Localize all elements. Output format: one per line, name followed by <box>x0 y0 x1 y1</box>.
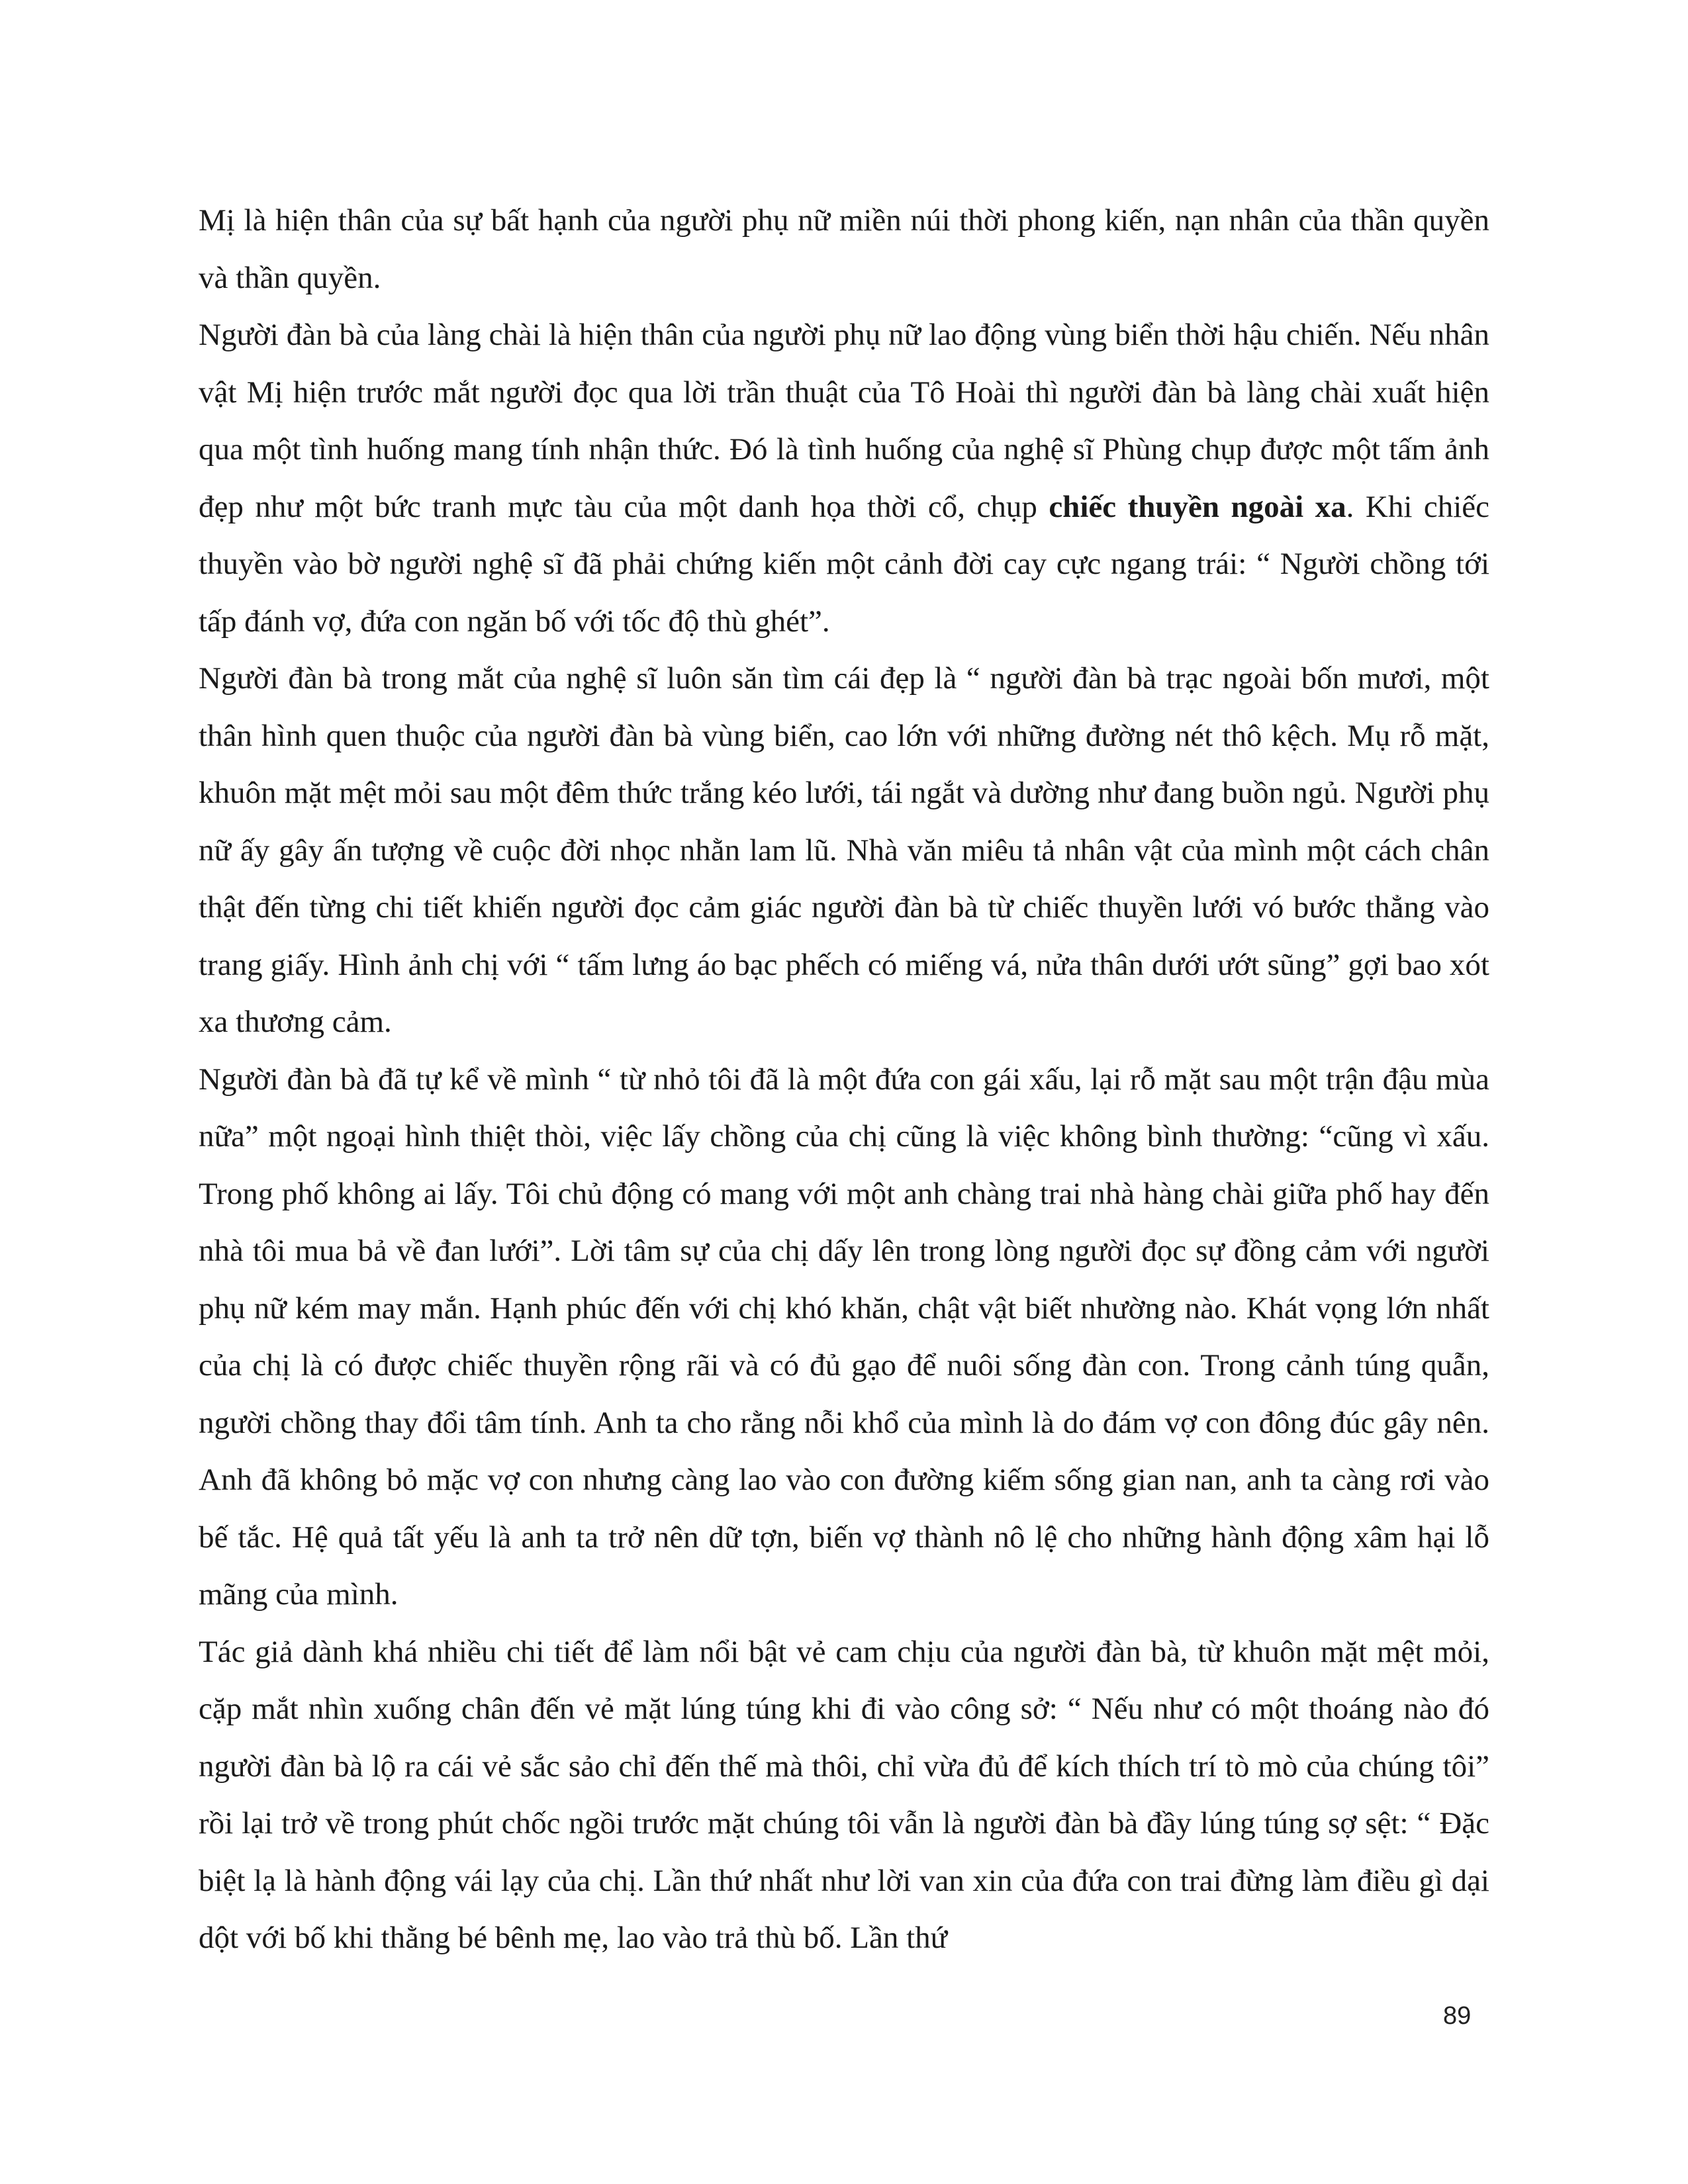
paragraph-1 <box>199 192 1489 306</box>
paragraph-text: . Khi chiếc thuyền vào bờ người nghệ sĩ đã phải chứng kiến một cảnh đời cay cực ngang trái: “ Người chồng tới tấp đánh vợ, đứa con ngăn bố với tốc độ thù ghét”. <box>199 489 1489 639</box>
paragraph-3 <box>199 650 1489 1051</box>
paragraph-text: Tác giả dành khá nhiều chi tiết để làm nổi bật vẻ cam chịu của người đàn bà, từ khuôn mặt mệt mỏi, cặp mắt nhìn xuống chân đến vẻ mặt lúng túng khi đi vào công sở: “ Nếu như có một thoáng nào đó người đàn bà lộ ra cái vẻ sắc sảo chỉ đến thế mà thôi, chỉ vừa đủ để kích thích trí tò mò của chúng tôi” rồi lại trở về trong phút chốc ngồi trước mặt chúng tôi vẫn là người đàn bà đầy lúng túng sợ sệt: “ Đặc biệt lạ là hành động vái lạy của chị. Lần thứ nhất như lời van xin của đứa con trai đừng làm điều gì dại dột với bố khi thằng bé bênh mẹ, lao vào trả thù bố. Lần thứ <box>199 1634 1489 1955</box>
paragraph-4 <box>199 1051 1489 1623</box>
paragraph-text: Người đàn bà đã tự kể về mình “ từ nhỏ tôi đã là một đứa con gái xấu, lại rỗ mặt sau một trận đậu mùa nữa” một ngoại hình thiệt thòi, việc lấy chồng của chị cũng là việc không bình thường: “cũng vì xấu. Trong phố không ai lấy. Tôi chủ động có mang với một anh chàng trai nhà hàng chài giữa phố hay đến nhà tôi mua bả về đan lưới”. Lời tâm sự của chị dấy lên trong lòng người đọc sự đồng cảm với người phụ nữ kém may mắn. Hạnh phúc đến với chị khó khăn, chật vật biết nhường nào. Khát vọng lớn nhất của chị là có được chiếc thuyền rộng rãi và có đủ gạo để nuôi sống đàn con. Trong cảnh túng quẫn, người chồng thay đổi tâm tính. Anh ta cho rằng nỗi khổ của mình là do đám vợ con đông đúc gây nên. Anh đã không bỏ mặc vợ con nhưng càng lao vào con đường kiếm sống gian nan, anh ta càng rơi vào bế tắc. Hệ quả tất yếu là anh ta trở nên dữ tợn, biến vợ thành nô lệ cho những hành động xâm hại lỗ mãng của mình. <box>199 1062 1489 1612</box>
body-text <box>199 192 1489 1967</box>
paragraph-text: Người đàn bà của làng chài là hiện thân của người phụ nữ lao động vùng biển thời hậu chiến. Nếu nhân vật Mị hiện trước mắt người đọc qua lời trần thuật của Tô Hoài thì người đàn bà làng chài xuất hiện qua một tình huống mang tính nhận thức. Đó là tình huống của nghệ sĩ Phùng chụp được một tấm ảnh đẹp như một bức tranh mực tàu của một danh họa thời cổ, chụp <box>199 318 1489 524</box>
bold-phrase: chiếc thuyền ngoài xa <box>1049 489 1346 524</box>
paragraph-5 <box>199 1623 1489 1967</box>
paragraph-text: Mị là hiện thân của sự bất hạnh của người phụ nữ miền núi thời phong kiến, nạn nhân của thần quyền và thần quyền. <box>199 203 1489 295</box>
paragraph-text: Người đàn bà trong mắt của nghệ sĩ luôn săn tìm cái đẹp là “ người đàn bà trạc ngoài bốn mươi, một thân hình quen thuộc của người đàn bà vùng biển, cao lớn với những đường nét thô kệch. Mụ rỗ mặt, khuôn mặt mệt mỏi sau một đêm thức trắng kéo lưới, tái ngắt và dường như đang buồn ngủ. Người phụ nữ ấy gây ấn tượng về cuộc đời nhọc nhằn lam lũ. Nhà văn miêu tả nhân vật của mình một cách chân thật đến từng chi tiết khiến người đọc cảm giác người đàn bà từ chiếc thuyền lưới vó bước thẳng vào trang giấy. Hình ảnh chị với “ tấm lưng áo bạc phếch có miếng vá, nửa thân dưới ướt sũng” gợi bao xót xa thương cảm. <box>199 661 1489 1039</box>
paragraph-2 <box>199 306 1489 650</box>
page-number: 89 <box>1443 2002 1472 2030</box>
